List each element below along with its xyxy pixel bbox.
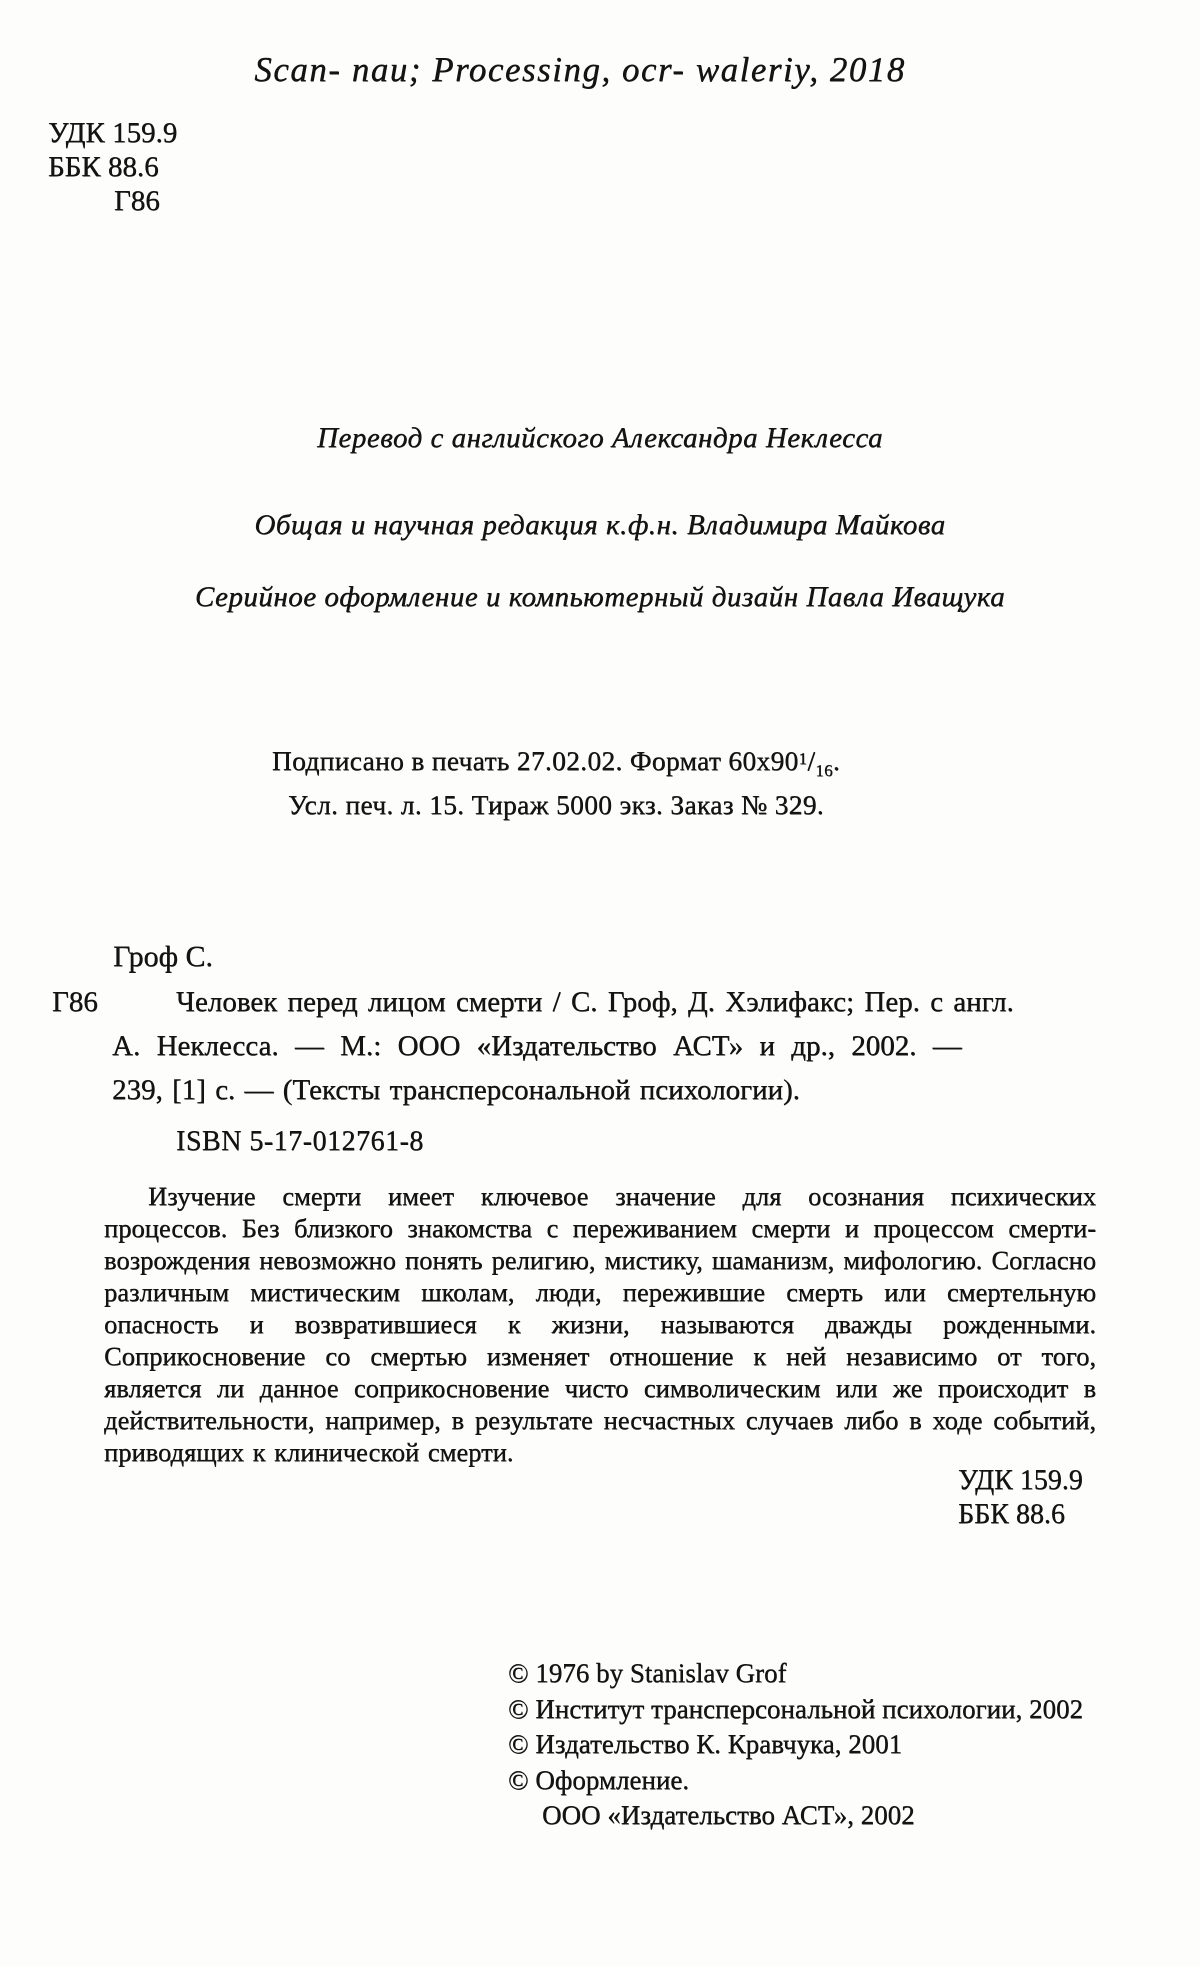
copyright-line-design: © Оформление.	[508, 1764, 690, 1795]
udk-code-top: УДК 159.9	[48, 117, 178, 149]
print-signed-text: Подписано в печать 27.02.02. Формат 60х90	[271, 745, 799, 776]
copyright-line-ast: ООО «Издательство АСТ», 2002	[542, 1800, 915, 1830]
book-annotation: Изучение смерти имеет ключевое значение для осознания психических процессов. Без близкого знакомства с переживанием смерти и процессом смерти-возрождения невозможно понять религию, мистику, шаманизм, мифологию. Согласно различным мистическим школам, люди, пережившие смерть или смертельную опасность и возвратившиеся к жизни, называются дважды рожденными. Соприкосновение со смертью изменяет отношение к ней независимо от того, является ли данное соприкосновение чисто символическим или же происходит в действительности, например, в результате несчастных случаев либо в ходе событий, приводящих к клинической смерти.	[104, 1181, 1096, 1467]
catalog-author-heading: Гроф С.	[113, 940, 213, 973]
format-fraction-denominator: 16	[815, 761, 833, 780]
editing-credit: Общая и научная редакция к.ф.н. Владимира Майкова	[254, 509, 946, 541]
scan-provenance-note: Scan- nau; Processing, ocr- waleriy, 2018	[254, 50, 906, 89]
author-sign-top: Г86	[114, 185, 160, 217]
format-fraction-slash: /	[807, 745, 816, 776]
format-fraction-numerator: 1	[798, 749, 808, 768]
design-credit: Серийное оформление и компьютерный дизайн Павла Иващука	[194, 581, 1006, 613]
catalog-title-line: Человек перед лицом смерти / С. Гроф, Д. Хэлифакс; Пер. с англ.	[176, 986, 1014, 1018]
catalog-series-line: 239, [1] с. — (Тексты трансперсональной психологии).	[112, 1074, 800, 1106]
translation-credit: Перевод с английского Александра Неклесса	[316, 422, 884, 454]
bbk-code-top: ББК 88.6	[48, 151, 159, 183]
bbk-code-bottom: ББК 88.6	[958, 1499, 1065, 1530]
print-info-line1	[0, 742, 1112, 788]
classification-codes-bottom	[958, 1464, 1083, 1532]
print-run-info	[0, 742, 1112, 822]
copyright-line-kravchuk: © Издательство К. Кравчука, 2001	[508, 1729, 903, 1759]
classification-codes-top	[48, 116, 177, 218]
copyright-block	[508, 1656, 1083, 1834]
print-info-line2: Усл. печ. л. 15. Тираж 5000 экз. Заказ № 329.	[288, 789, 824, 820]
copyright-line-grof: © 1976 by Stanislav Grof	[508, 1658, 787, 1688]
catalog-author-sign: Г86	[52, 986, 98, 1018]
udk-code-bottom: УДК 159.9	[958, 1465, 1083, 1496]
copyright-line-institute: © Институт трансперсональной психологии, 2002	[508, 1693, 1083, 1724]
isbn-number: ISBN 5-17-012761-8	[176, 1126, 424, 1157]
print-signed-period: .	[832, 745, 841, 776]
catalog-publisher-line: А. Неклесса. — М.: ООО «Издательство АСТ» и др., 2002. —	[112, 1030, 962, 1062]
